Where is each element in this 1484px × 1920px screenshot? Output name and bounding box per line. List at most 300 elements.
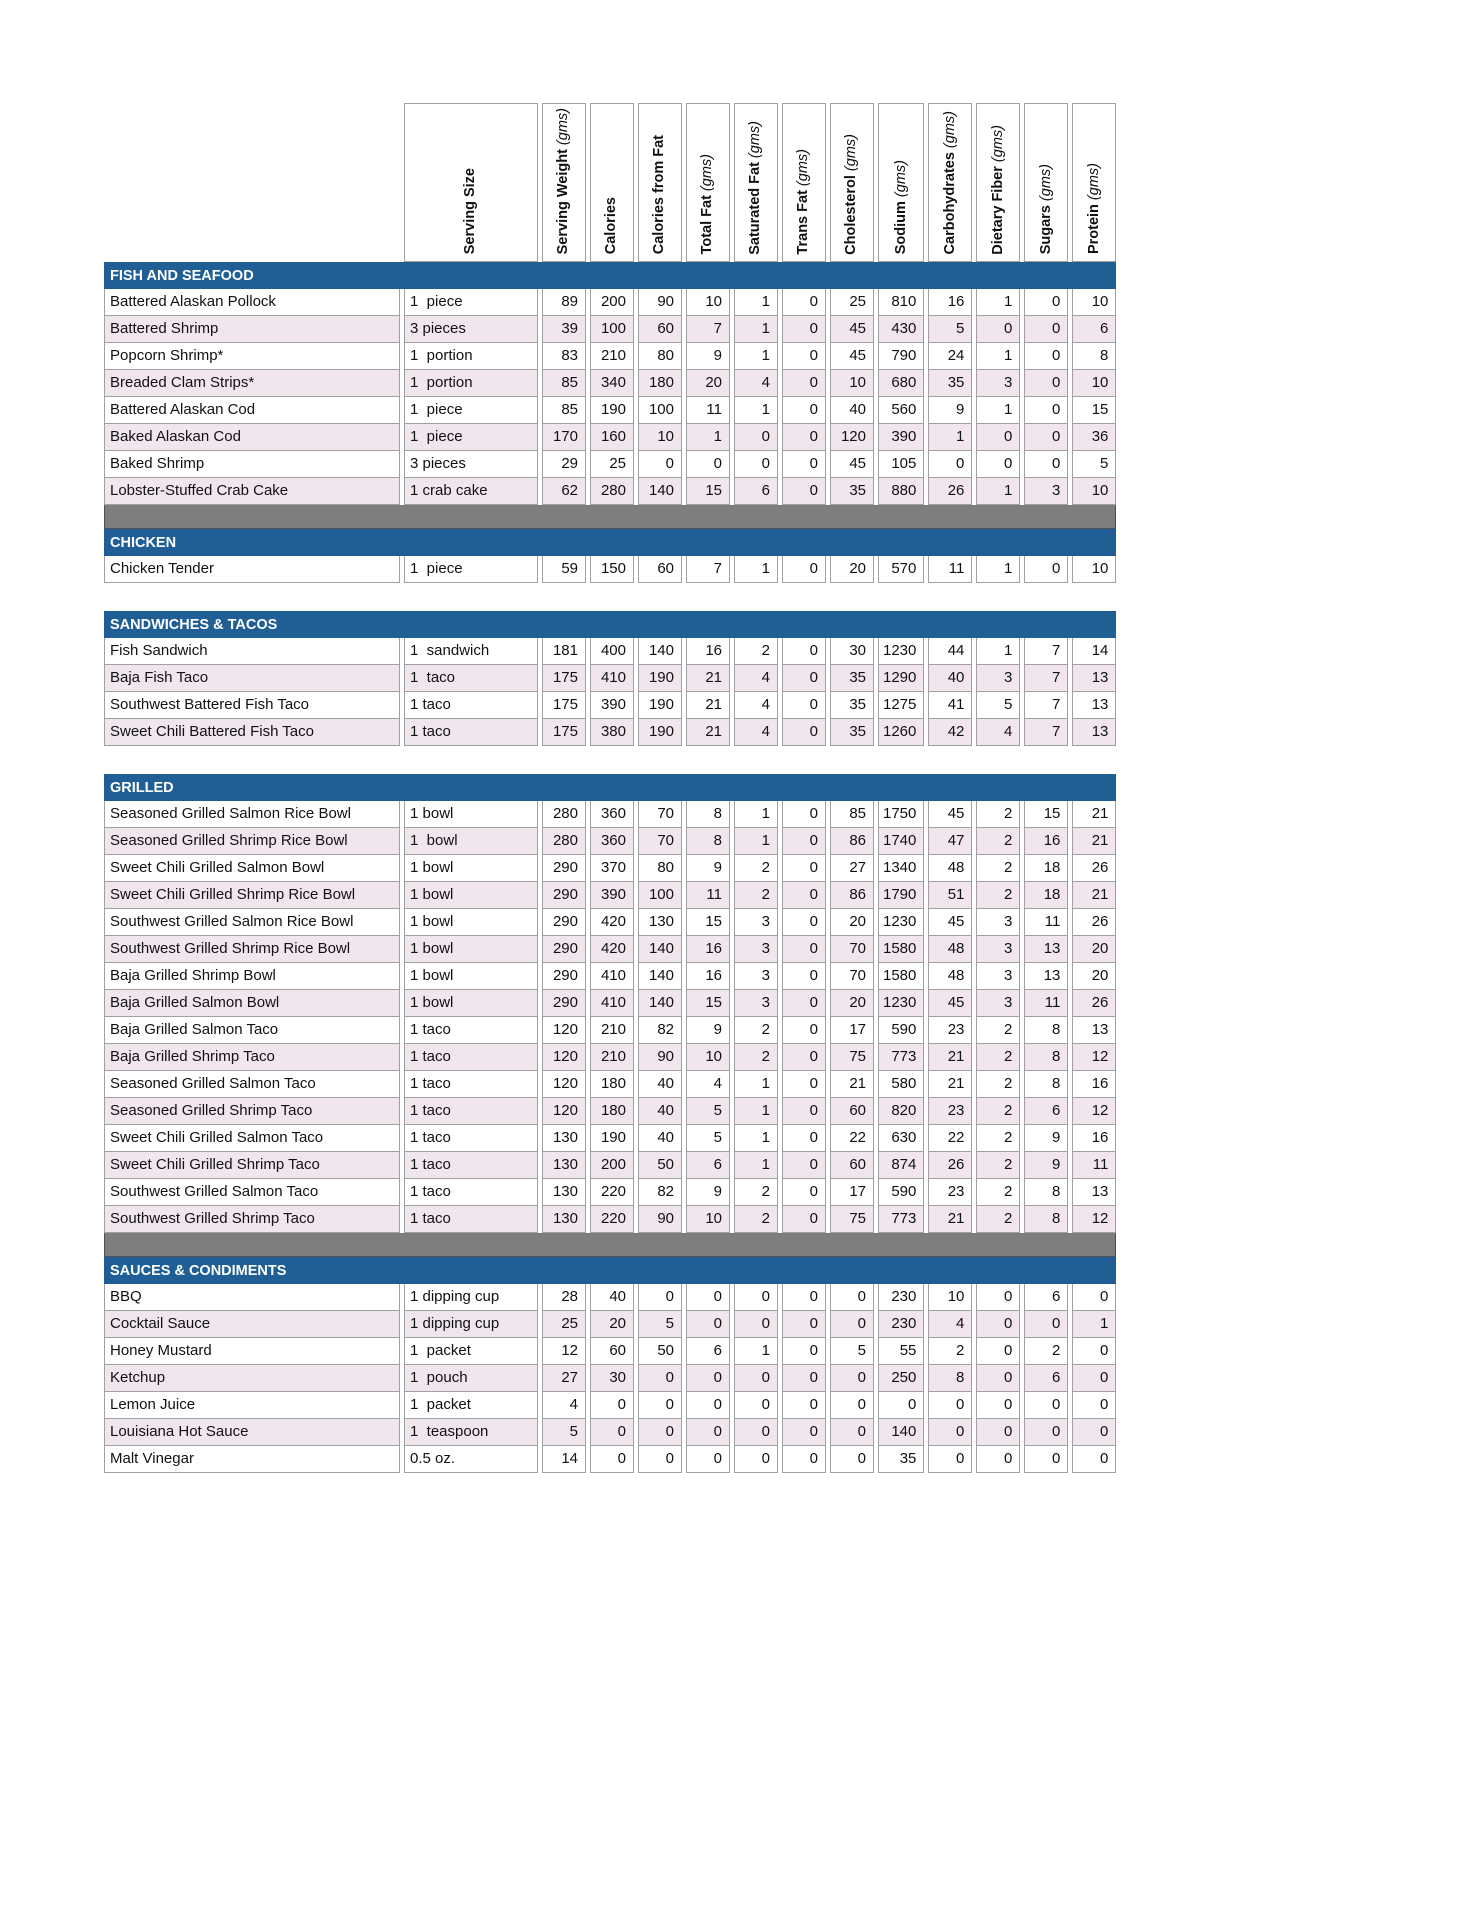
value-cell: 2 bbox=[976, 1152, 1020, 1179]
value-cell: 1 bbox=[928, 424, 972, 451]
table-row bbox=[104, 1017, 1116, 1044]
value-cell: 21 bbox=[928, 1206, 972, 1233]
value-cell: 1580 bbox=[878, 936, 924, 963]
value-cell: 3 bbox=[1024, 478, 1068, 505]
item-name: Baja Grilled Shrimp Bowl bbox=[104, 963, 400, 990]
value-cell: 0 bbox=[590, 1446, 634, 1473]
value-cell: 2 bbox=[1024, 1338, 1068, 1365]
value-cell: 0 bbox=[734, 1392, 778, 1419]
value-cell: 0 bbox=[976, 1284, 1020, 1311]
value-cell: 20 bbox=[830, 556, 874, 583]
value-cell: 11 bbox=[928, 556, 972, 583]
value-cell: 410 bbox=[590, 665, 634, 692]
column-header-protein bbox=[1072, 103, 1116, 262]
item-name: Baked Alaskan Cod bbox=[104, 424, 400, 451]
value-cell: 39 bbox=[542, 316, 586, 343]
value-cell: 590 bbox=[878, 1017, 924, 1044]
section-header: SAUCES & CONDIMENTS bbox=[104, 1257, 1116, 1284]
value-cell: 16 bbox=[686, 638, 730, 665]
value-cell: 17 bbox=[830, 1179, 874, 1206]
value-cell: 0 bbox=[976, 1392, 1020, 1419]
table-row bbox=[104, 1179, 1116, 1206]
value-cell: 50 bbox=[638, 1338, 682, 1365]
table-row bbox=[104, 1338, 1116, 1365]
item-name: Sweet Chili Grilled Salmon Bowl bbox=[104, 855, 400, 882]
value-cell: 1 bbox=[734, 289, 778, 316]
serving-size: 1 packet bbox=[404, 1338, 538, 1365]
section-header: GRILLED bbox=[104, 774, 1116, 801]
value-cell: 0 bbox=[782, 1365, 826, 1392]
value-cell: 2 bbox=[734, 1206, 778, 1233]
value-cell: 1 bbox=[734, 316, 778, 343]
value-cell: 140 bbox=[638, 478, 682, 505]
value-cell: 9 bbox=[686, 855, 730, 882]
value-cell: 1 bbox=[734, 1338, 778, 1365]
table-row bbox=[104, 1125, 1116, 1152]
spacer-row bbox=[104, 583, 1116, 611]
value-cell: 4 bbox=[686, 1071, 730, 1098]
value-cell: 40 bbox=[928, 665, 972, 692]
item-name: Southwest Grilled Salmon Taco bbox=[104, 1179, 400, 1206]
value-cell: 0 bbox=[1024, 370, 1068, 397]
value-cell: 820 bbox=[878, 1098, 924, 1125]
value-cell: 60 bbox=[590, 1338, 634, 1365]
gray-divider bbox=[104, 505, 1116, 529]
section-row bbox=[104, 262, 1116, 289]
value-cell: 200 bbox=[590, 1152, 634, 1179]
column-header-calories bbox=[590, 103, 634, 262]
value-cell: 0 bbox=[782, 882, 826, 909]
value-cell: 1 bbox=[734, 828, 778, 855]
value-cell: 0 bbox=[976, 1311, 1020, 1338]
value-cell: 150 bbox=[590, 556, 634, 583]
item-name: Seasoned Grilled Salmon Taco bbox=[104, 1071, 400, 1098]
serving-size: 1 bowl bbox=[404, 828, 538, 855]
column-header-label: Calories bbox=[603, 197, 620, 255]
value-cell: 0 bbox=[686, 1284, 730, 1311]
table-row bbox=[104, 1071, 1116, 1098]
table-row bbox=[104, 1152, 1116, 1179]
value-cell: 120 bbox=[542, 1017, 586, 1044]
column-header-label: Calories from Fat bbox=[651, 135, 668, 255]
value-cell: 3 bbox=[976, 963, 1020, 990]
column-header-unit: (gms) bbox=[1037, 164, 1054, 206]
value-cell: 0 bbox=[782, 638, 826, 665]
value-cell: 5 bbox=[976, 692, 1020, 719]
serving-size: 0.5 oz. bbox=[404, 1446, 538, 1473]
value-cell: 2 bbox=[976, 1044, 1020, 1071]
section-row bbox=[104, 1257, 1116, 1284]
gray-divider bbox=[104, 1233, 1116, 1257]
value-cell: 3 bbox=[734, 963, 778, 990]
value-cell: 680 bbox=[878, 370, 924, 397]
table-row bbox=[104, 855, 1116, 882]
column-header-saturated-fat bbox=[734, 103, 778, 262]
value-cell: 7 bbox=[686, 556, 730, 583]
value-cell: 3 bbox=[976, 936, 1020, 963]
value-cell: 16 bbox=[686, 936, 730, 963]
value-cell: 130 bbox=[542, 1206, 586, 1233]
value-cell: 40 bbox=[638, 1071, 682, 1098]
item-name: Chicken Tender bbox=[104, 556, 400, 583]
value-cell: 60 bbox=[638, 556, 682, 583]
value-cell: 2 bbox=[734, 638, 778, 665]
value-cell: 0 bbox=[1024, 556, 1068, 583]
value-cell: 8 bbox=[686, 801, 730, 828]
value-cell: 8 bbox=[1072, 343, 1116, 370]
value-cell: 430 bbox=[878, 316, 924, 343]
value-cell: 5 bbox=[638, 1311, 682, 1338]
value-cell: 6 bbox=[1072, 316, 1116, 343]
value-cell: 0 bbox=[976, 451, 1020, 478]
value-cell: 4 bbox=[734, 719, 778, 746]
value-cell: 62 bbox=[542, 478, 586, 505]
value-cell: 0 bbox=[734, 1284, 778, 1311]
value-cell: 51 bbox=[928, 882, 972, 909]
column-header-label: Carbohydrates (gms) bbox=[941, 110, 958, 255]
serving-size: 1 packet bbox=[404, 1392, 538, 1419]
value-cell: 30 bbox=[590, 1365, 634, 1392]
value-cell: 10 bbox=[638, 424, 682, 451]
value-cell: 390 bbox=[590, 692, 634, 719]
value-cell: 410 bbox=[590, 963, 634, 990]
value-cell: 1 bbox=[976, 478, 1020, 505]
item-name: Southwest Grilled Salmon Rice Bowl bbox=[104, 909, 400, 936]
item-name: Sweet Chili Grilled Shrimp Rice Bowl bbox=[104, 882, 400, 909]
table-row bbox=[104, 397, 1116, 424]
value-cell: 29 bbox=[542, 451, 586, 478]
value-cell: 0 bbox=[734, 1446, 778, 1473]
value-cell: 0 bbox=[782, 451, 826, 478]
table-row bbox=[104, 1446, 1116, 1473]
value-cell: 3 bbox=[734, 936, 778, 963]
value-cell: 160 bbox=[590, 424, 634, 451]
section-header: FISH AND SEAFOOD bbox=[104, 262, 1116, 289]
value-cell: 15 bbox=[686, 478, 730, 505]
value-cell: 48 bbox=[928, 855, 972, 882]
value-cell: 2 bbox=[976, 1179, 1020, 1206]
value-cell: 880 bbox=[878, 478, 924, 505]
value-cell: 0 bbox=[782, 424, 826, 451]
value-cell: 0 bbox=[638, 1392, 682, 1419]
value-cell: 1230 bbox=[878, 909, 924, 936]
value-cell: 25 bbox=[830, 289, 874, 316]
serving-size: 1 bowl bbox=[404, 855, 538, 882]
value-cell: 1 bbox=[976, 289, 1020, 316]
value-cell: 40 bbox=[830, 397, 874, 424]
column-header-carbohydrates bbox=[928, 103, 972, 262]
value-cell: 47 bbox=[928, 828, 972, 855]
value-cell: 290 bbox=[542, 936, 586, 963]
value-cell: 874 bbox=[878, 1152, 924, 1179]
value-cell: 22 bbox=[928, 1125, 972, 1152]
column-header-label: Dietary Fiber (gms) bbox=[989, 124, 1006, 255]
value-cell: 8 bbox=[1024, 1179, 1068, 1206]
value-cell: 370 bbox=[590, 855, 634, 882]
value-cell: 85 bbox=[542, 397, 586, 424]
value-cell: 6 bbox=[734, 478, 778, 505]
value-cell: 1290 bbox=[878, 665, 924, 692]
value-cell: 11 bbox=[686, 882, 730, 909]
item-name: Ketchup bbox=[104, 1365, 400, 1392]
value-cell: 35 bbox=[830, 665, 874, 692]
value-cell: 410 bbox=[590, 990, 634, 1017]
table-row bbox=[104, 289, 1116, 316]
value-cell: 0 bbox=[976, 316, 1020, 343]
value-cell: 0 bbox=[782, 1125, 826, 1152]
value-cell: 1230 bbox=[878, 990, 924, 1017]
table-row bbox=[104, 424, 1116, 451]
value-cell: 560 bbox=[878, 397, 924, 424]
value-cell: 290 bbox=[542, 882, 586, 909]
value-cell: 390 bbox=[878, 424, 924, 451]
serving-size: 3 pieces bbox=[404, 451, 538, 478]
value-cell: 59 bbox=[542, 556, 586, 583]
value-cell: 9 bbox=[686, 343, 730, 370]
value-cell: 360 bbox=[590, 828, 634, 855]
column-header-label: Total Fat (gms) bbox=[699, 153, 716, 255]
value-cell: 1 bbox=[976, 556, 1020, 583]
value-cell: 0 bbox=[686, 1446, 730, 1473]
value-cell: 45 bbox=[830, 451, 874, 478]
value-cell: 230 bbox=[878, 1311, 924, 1338]
value-cell: 4 bbox=[734, 692, 778, 719]
value-cell: 175 bbox=[542, 719, 586, 746]
value-cell: 21 bbox=[686, 665, 730, 692]
value-cell: 13 bbox=[1072, 692, 1116, 719]
table-row bbox=[104, 936, 1116, 963]
value-cell: 0 bbox=[928, 1446, 972, 1473]
value-cell: 48 bbox=[928, 936, 972, 963]
value-cell: 130 bbox=[542, 1152, 586, 1179]
value-cell: 48 bbox=[928, 963, 972, 990]
value-cell: 10 bbox=[830, 370, 874, 397]
value-cell: 180 bbox=[590, 1098, 634, 1125]
item-name: Battered Shrimp bbox=[104, 316, 400, 343]
column-header-serving-weight bbox=[542, 103, 586, 262]
column-header-unit: (gms) bbox=[555, 108, 572, 150]
serving-size: 1 taco bbox=[404, 692, 538, 719]
item-name: Cocktail Sauce bbox=[104, 1311, 400, 1338]
value-cell: 11 bbox=[1024, 990, 1068, 1017]
table-row bbox=[104, 343, 1116, 370]
value-cell: 0 bbox=[1072, 1419, 1116, 1446]
value-cell: 10 bbox=[686, 1206, 730, 1233]
section-header: CHICKEN bbox=[104, 529, 1116, 556]
value-cell: 0 bbox=[782, 343, 826, 370]
value-cell: 0 bbox=[734, 1365, 778, 1392]
value-cell: 2 bbox=[976, 1098, 1020, 1125]
value-cell: 83 bbox=[542, 343, 586, 370]
value-cell: 0 bbox=[1072, 1446, 1116, 1473]
value-cell: 100 bbox=[638, 397, 682, 424]
value-cell: 0 bbox=[782, 1179, 826, 1206]
value-cell: 20 bbox=[830, 990, 874, 1017]
spacer-row bbox=[104, 1233, 1116, 1257]
table-header bbox=[104, 103, 1116, 262]
value-cell: 0 bbox=[878, 1392, 924, 1419]
value-cell: 0 bbox=[782, 665, 826, 692]
spacer-row bbox=[104, 746, 1116, 774]
value-cell: 0 bbox=[590, 1392, 634, 1419]
value-cell: 0 bbox=[830, 1446, 874, 1473]
value-cell: 290 bbox=[542, 990, 586, 1017]
column-header-dietary-fiber bbox=[976, 103, 1020, 262]
spacer-row bbox=[104, 505, 1116, 529]
value-cell: 630 bbox=[878, 1125, 924, 1152]
value-cell: 28 bbox=[542, 1284, 586, 1311]
value-cell: 6 bbox=[1024, 1284, 1068, 1311]
value-cell: 12 bbox=[1072, 1206, 1116, 1233]
value-cell: 20 bbox=[830, 909, 874, 936]
value-cell: 120 bbox=[542, 1098, 586, 1125]
column-header-calories-from-fat bbox=[638, 103, 682, 262]
value-cell: 11 bbox=[686, 397, 730, 424]
value-cell: 21 bbox=[686, 719, 730, 746]
column-header-cholesterol bbox=[830, 103, 874, 262]
column-header-unit: (gms) bbox=[747, 120, 764, 162]
value-cell: 40 bbox=[638, 1098, 682, 1125]
table-row bbox=[104, 1311, 1116, 1338]
value-cell: 130 bbox=[638, 909, 682, 936]
value-cell: 16 bbox=[1072, 1125, 1116, 1152]
value-cell: 1 bbox=[1072, 1311, 1116, 1338]
serving-size: 1 taco bbox=[404, 1071, 538, 1098]
column-header-unit: (gms) bbox=[795, 148, 812, 190]
value-cell: 773 bbox=[878, 1044, 924, 1071]
value-cell: 120 bbox=[542, 1044, 586, 1071]
serving-size: 1 dipping cup bbox=[404, 1311, 538, 1338]
value-cell: 25 bbox=[542, 1311, 586, 1338]
value-cell: 15 bbox=[1072, 397, 1116, 424]
value-cell: 5 bbox=[1072, 451, 1116, 478]
value-cell: 175 bbox=[542, 692, 586, 719]
value-cell: 0 bbox=[1072, 1284, 1116, 1311]
value-cell: 41 bbox=[928, 692, 972, 719]
value-cell: 60 bbox=[638, 316, 682, 343]
value-cell: 0 bbox=[928, 1419, 972, 1446]
value-cell: 340 bbox=[590, 370, 634, 397]
column-header-unit: (gms) bbox=[843, 133, 860, 175]
value-cell: 220 bbox=[590, 1206, 634, 1233]
value-cell: 0 bbox=[782, 556, 826, 583]
value-cell: 60 bbox=[830, 1152, 874, 1179]
serving-size: 1 dipping cup bbox=[404, 1284, 538, 1311]
value-cell: 175 bbox=[542, 665, 586, 692]
serving-size: 1 taco bbox=[404, 719, 538, 746]
value-cell: 0 bbox=[782, 1098, 826, 1125]
header-row bbox=[104, 103, 1116, 262]
value-cell: 360 bbox=[590, 801, 634, 828]
nutrition-table bbox=[100, 103, 1120, 1473]
item-name: Sweet Chili Battered Fish Taco bbox=[104, 719, 400, 746]
value-cell: 0 bbox=[638, 1446, 682, 1473]
table-row bbox=[104, 963, 1116, 990]
value-cell: 1750 bbox=[878, 801, 924, 828]
value-cell: 0 bbox=[782, 936, 826, 963]
value-cell: 0 bbox=[590, 1419, 634, 1446]
section-header: SANDWICHES & TACOS bbox=[104, 611, 1116, 638]
value-cell: 1 bbox=[734, 1071, 778, 1098]
value-cell: 45 bbox=[928, 909, 972, 936]
value-cell: 290 bbox=[542, 855, 586, 882]
serving-size: 1 taco bbox=[404, 1017, 538, 1044]
serving-size: 1 piece bbox=[404, 397, 538, 424]
serving-size: 1 taco bbox=[404, 1152, 538, 1179]
value-cell: 100 bbox=[638, 882, 682, 909]
table-row bbox=[104, 1206, 1116, 1233]
value-cell: 10 bbox=[1072, 370, 1116, 397]
table-row bbox=[104, 1365, 1116, 1392]
value-cell: 0 bbox=[782, 909, 826, 936]
value-cell: 60 bbox=[830, 1098, 874, 1125]
serving-size: 1 crab cake bbox=[404, 478, 538, 505]
value-cell: 2 bbox=[976, 855, 1020, 882]
value-cell: 45 bbox=[830, 343, 874, 370]
item-name: Battered Alaskan Cod bbox=[104, 397, 400, 424]
value-cell: 810 bbox=[878, 289, 924, 316]
value-cell: 0 bbox=[1024, 397, 1068, 424]
value-cell: 0 bbox=[1072, 1365, 1116, 1392]
serving-size: 1 bowl bbox=[404, 990, 538, 1017]
value-cell: 26 bbox=[1072, 909, 1116, 936]
value-cell: 0 bbox=[1024, 1419, 1068, 1446]
value-cell: 36 bbox=[1072, 424, 1116, 451]
value-cell: 2 bbox=[928, 1338, 972, 1365]
value-cell: 0 bbox=[782, 1152, 826, 1179]
item-name: Popcorn Shrimp* bbox=[104, 343, 400, 370]
value-cell: 20 bbox=[1072, 963, 1116, 990]
value-cell: 0 bbox=[686, 1311, 730, 1338]
table-row bbox=[104, 692, 1116, 719]
column-header-label: Trans Fat (gms) bbox=[795, 148, 812, 255]
column-header-unit: (gms) bbox=[1085, 163, 1102, 205]
value-cell: 0 bbox=[782, 1338, 826, 1365]
table-row bbox=[104, 990, 1116, 1017]
value-cell: 13 bbox=[1024, 963, 1068, 990]
value-cell: 0 bbox=[782, 289, 826, 316]
item-name: Battered Alaskan Pollock bbox=[104, 289, 400, 316]
value-cell: 1 bbox=[686, 424, 730, 451]
value-cell: 1 bbox=[734, 1098, 778, 1125]
value-cell: 0 bbox=[782, 1446, 826, 1473]
value-cell: 6 bbox=[686, 1152, 730, 1179]
value-cell: 3 bbox=[734, 990, 778, 1017]
value-cell: 0 bbox=[976, 1338, 1020, 1365]
value-cell: 2 bbox=[976, 1017, 1020, 1044]
value-cell: 16 bbox=[1072, 1071, 1116, 1098]
serving-size: 1 bowl bbox=[404, 936, 538, 963]
blank-divider bbox=[104, 746, 1116, 774]
column-header-label: Cholesterol (gms) bbox=[843, 133, 860, 255]
value-cell: 230 bbox=[878, 1284, 924, 1311]
value-cell: 0 bbox=[734, 424, 778, 451]
value-cell: 0 bbox=[638, 1365, 682, 1392]
value-cell: 50 bbox=[638, 1152, 682, 1179]
value-cell: 580 bbox=[878, 1071, 924, 1098]
table-row bbox=[104, 719, 1116, 746]
column-header-label: Sugars (gms) bbox=[1037, 164, 1054, 255]
column-header-sodium bbox=[878, 103, 924, 262]
table-row bbox=[104, 909, 1116, 936]
value-cell: 130 bbox=[542, 1179, 586, 1206]
value-cell: 89 bbox=[542, 289, 586, 316]
value-cell: 200 bbox=[590, 289, 634, 316]
value-cell: 0 bbox=[734, 1311, 778, 1338]
column-header-unit: (gms) bbox=[699, 153, 716, 196]
item-name: Seasoned Grilled Salmon Rice Bowl bbox=[104, 801, 400, 828]
serving-size: 3 pieces bbox=[404, 316, 538, 343]
